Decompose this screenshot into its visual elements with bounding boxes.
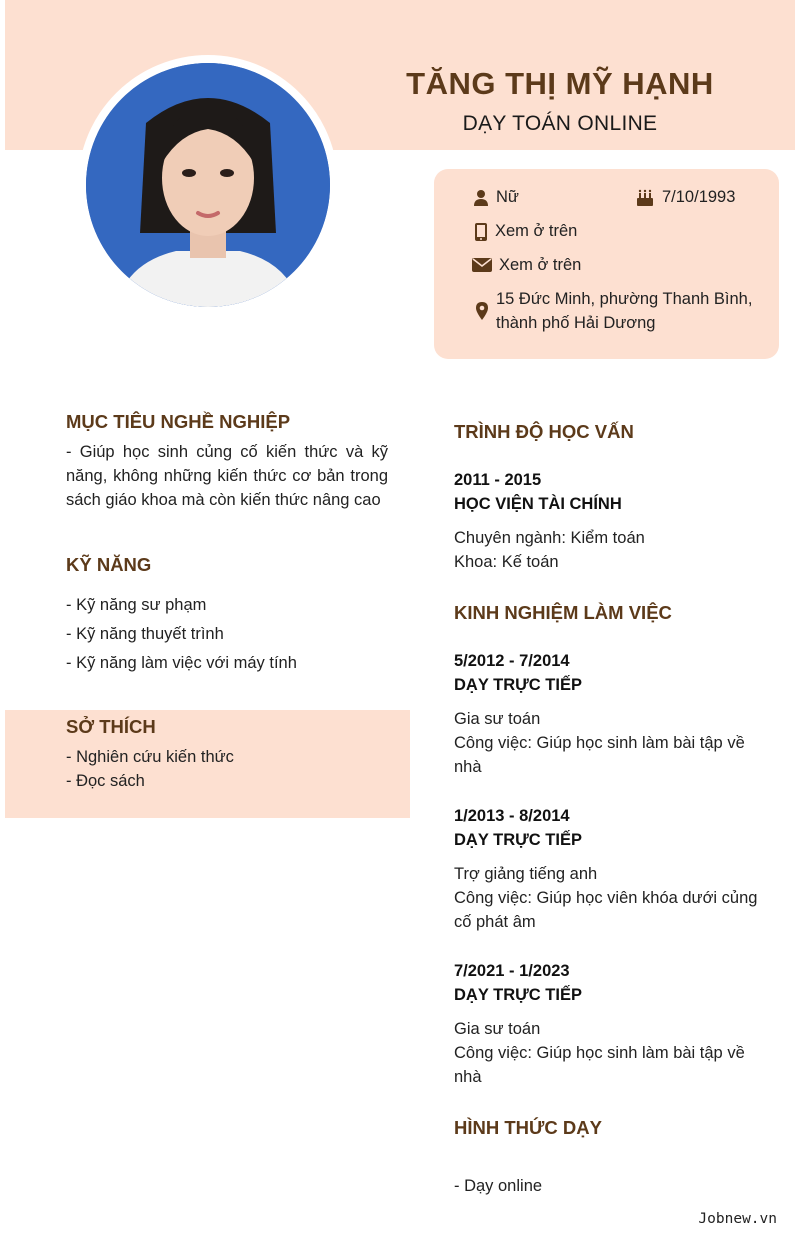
list-item: - Kỹ năng làm việc với máy tính	[66, 654, 297, 672]
phone-value: Xem ở trên	[495, 222, 578, 240]
candidate-name: TĂNG THỊ MỸ HẠNH	[406, 66, 714, 101]
phone-icon	[474, 222, 492, 240]
contact-panel	[434, 169, 779, 359]
experience-period: 1/2013 - 8/2014	[454, 807, 570, 825]
gender-value: Nữ	[496, 188, 519, 206]
experience-heading: KINH NGHIỆM LÀM VIỆC	[454, 602, 672, 623]
envelope-icon	[472, 257, 490, 275]
experience-role: Trợ giảng tiếng anh	[454, 865, 598, 883]
user-icon	[472, 189, 490, 207]
list-item: - Đọc sách	[66, 772, 145, 790]
list-item: - Kỹ năng thuyết trình	[66, 625, 224, 643]
experience-role: Gia sư toán	[454, 710, 541, 728]
avatar	[86, 63, 330, 307]
teaching-heading: HÌNH THỨC DẠY	[454, 1117, 602, 1138]
birthday-value: 7/10/1993	[662, 188, 736, 206]
experience-desc: Công việc: Giúp học viên khóa dưới củng cố phát âm	[454, 889, 758, 931]
education-heading: TRÌNH ĐỘ HỌC VẤN	[454, 421, 634, 442]
teaching-item: - Dạy online	[454, 1177, 543, 1195]
map-pin-icon	[476, 302, 494, 320]
address-line-1: 15 Đức Minh, phường Thanh Bình,	[496, 290, 753, 308]
experience-period: 7/2021 - 1/2023	[454, 962, 570, 980]
experience-role: Gia sư toán	[454, 1020, 541, 1038]
email-value: Xem ở trên	[499, 256, 582, 274]
skills-heading: KỸ NĂNG	[66, 554, 152, 575]
education-period: 2011 - 2015	[454, 471, 542, 489]
experience-desc: Công việc: Giúp học sinh làm bài tập về nhà	[454, 1044, 745, 1086]
objective-heading: MỤC TIÊU NGHỀ NGHIỆP	[66, 411, 291, 432]
experience-company: DẠY TRỰC TIẾP	[454, 831, 582, 849]
experience-company: DẠY TRỰC TIẾP	[454, 676, 582, 694]
objective-text: - Giúp học sinh củng cố kiến thức và kỹ năng, không những kiến thức cơ bản trong sách giáo khoa mà còn kiến thức nâng cao	[66, 443, 388, 509]
experience-desc: Công việc: Giúp học sinh làm bài tập về nhà	[454, 734, 745, 776]
education-school: HỌC VIỆN TÀI CHÍNH	[454, 495, 622, 513]
hobbies-heading: SỞ THÍCH	[66, 716, 156, 737]
experience-company: DẠY TRỰC TIẾP	[454, 986, 582, 1004]
list-item: - Nghiên cứu kiến thức	[66, 748, 234, 766]
list-item: - Kỹ năng sư phạm	[66, 596, 207, 614]
birthday-cake-icon	[636, 189, 654, 207]
education-major: Chuyên ngành: Kiểm toán	[454, 529, 645, 547]
experience-period: 5/2012 - 7/2014	[454, 652, 570, 670]
education-faculty: Khoa: Kế toán	[454, 553, 559, 571]
footer-brand[interactable]: Jobnew.vn	[698, 1211, 777, 1227]
job-title: DẠY TOÁN ONLINE	[462, 112, 658, 135]
address-line-2: thành phố Hải Dương	[496, 314, 656, 332]
